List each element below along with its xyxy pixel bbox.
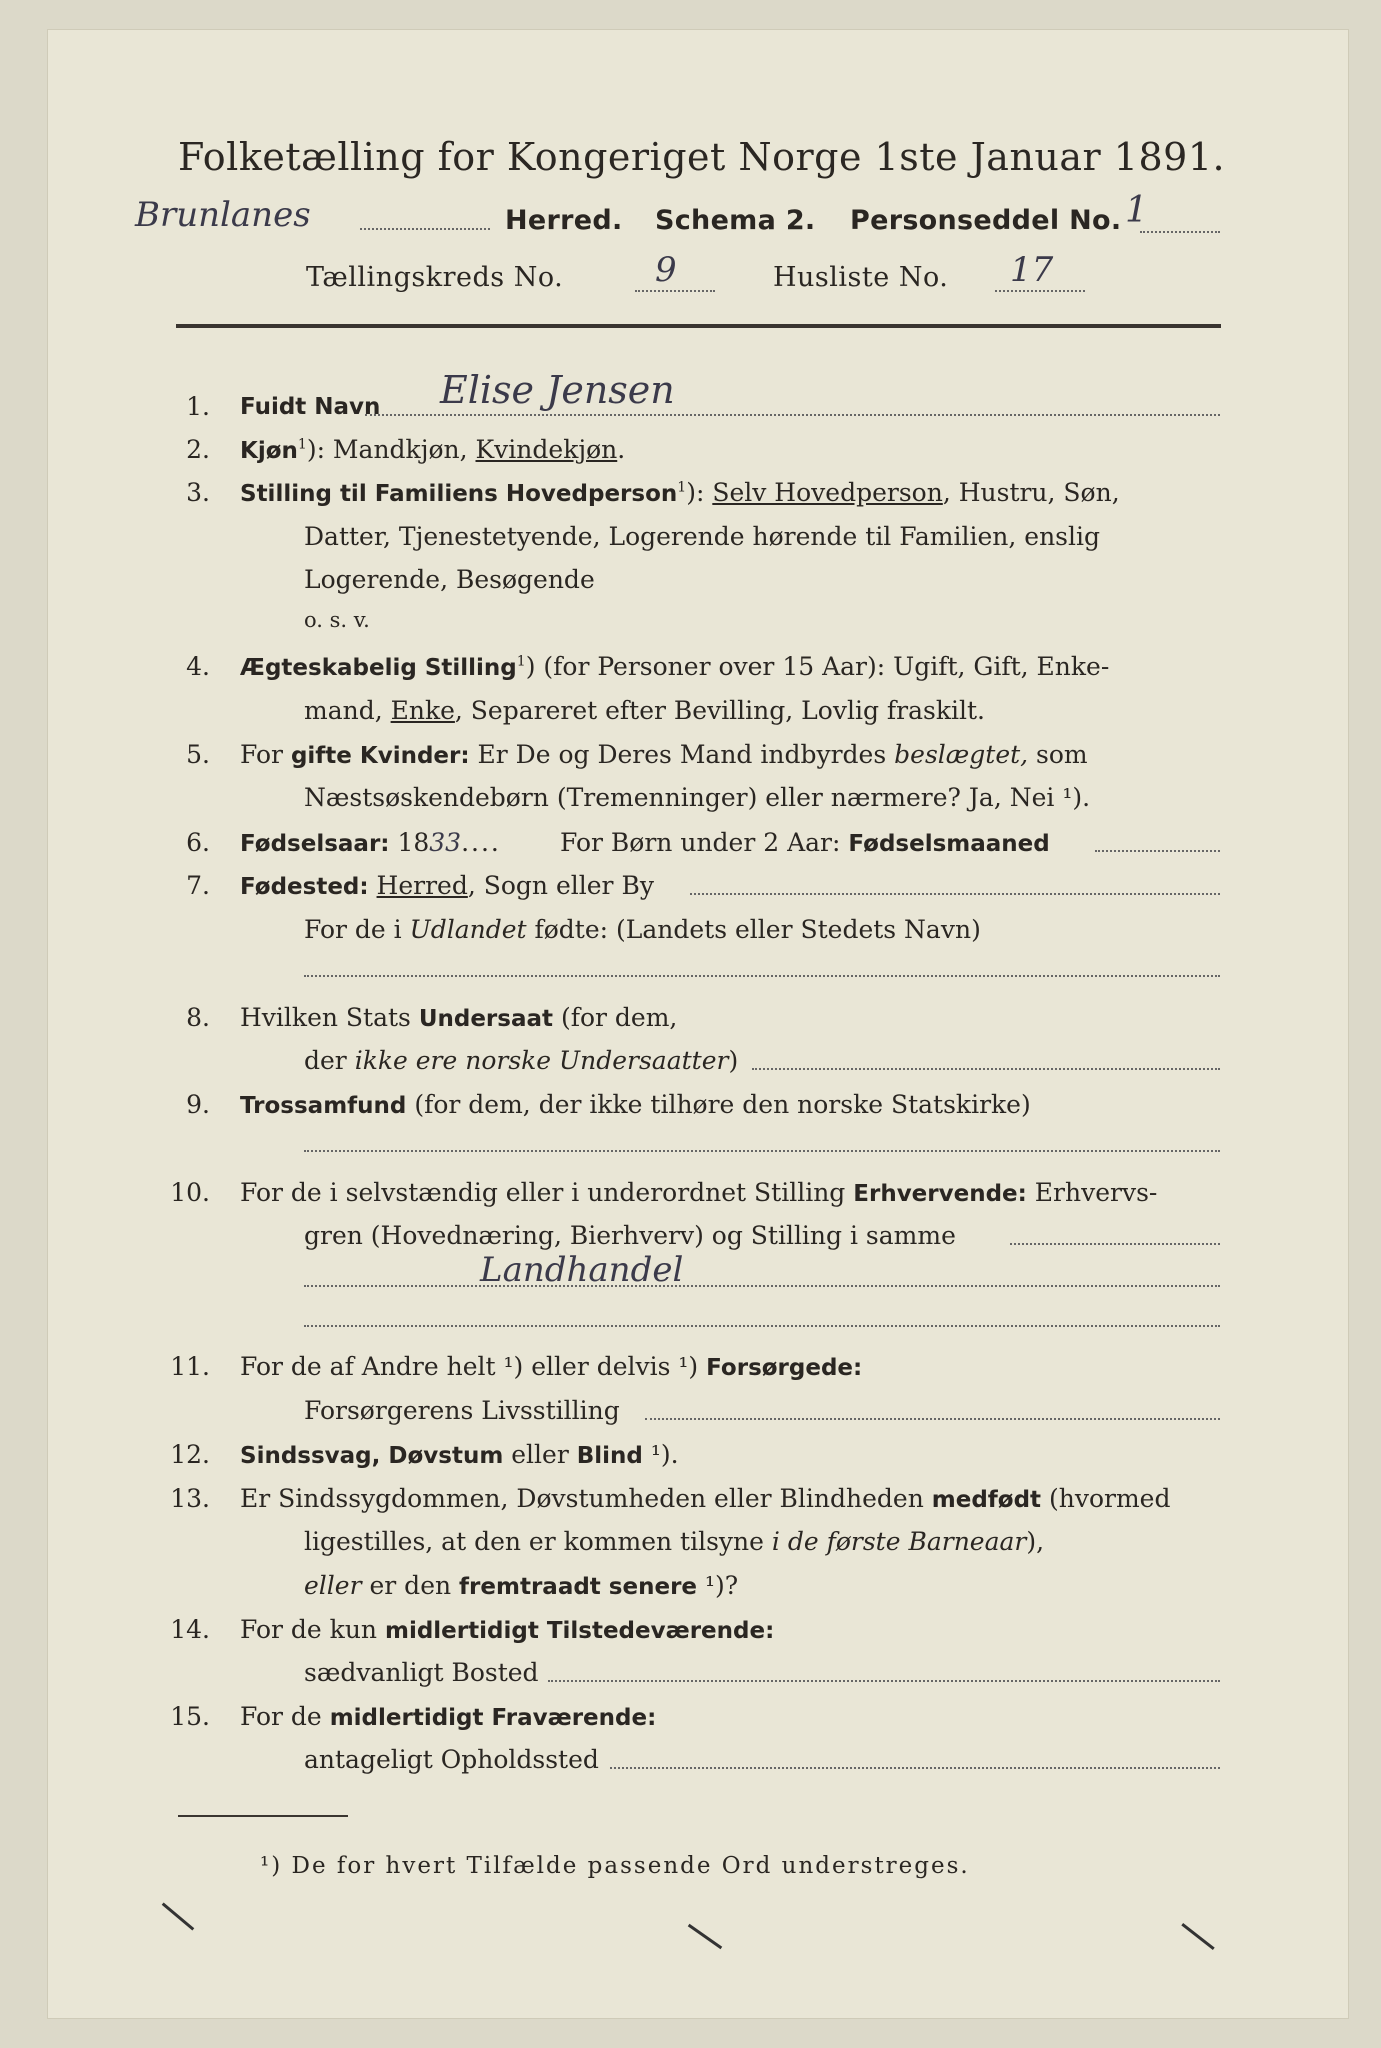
q4-line2-c: , Separeret efter Bevilling, Lovlig fraskilt.: [454, 696, 985, 725]
q11-label: Forsørgede:: [706, 1355, 863, 1381]
q10-line2: gren (Hovednæring, Bierhverv) og Stilling i samme: [304, 1221, 956, 1250]
q1-label: Fuidt Navn: [240, 394, 381, 420]
q6-number: 6.: [186, 828, 210, 857]
q5-line2: Næstsøskendebørn (Tremenninger) eller nærmere? Ja, Nei ¹).: [304, 783, 1091, 812]
q2-sup: 1: [297, 436, 307, 453]
q8-text-a: Hvilken Stats: [240, 1003, 419, 1032]
q13-line3-label: fremtraadt senere: [459, 1574, 698, 1600]
personseddel-dotline: [1140, 231, 1220, 233]
q7-line2: [304, 915, 981, 944]
q8-text-b: (for dem,: [553, 1003, 678, 1032]
q6-line-b: [560, 828, 1050, 857]
footnote-rule: [178, 1815, 348, 1817]
q10-dotline2: [304, 1285, 1220, 1287]
q10-text-a: For de i selvstændig eller i underordnet Stilling: [240, 1178, 854, 1207]
q12-line: [240, 1440, 679, 1469]
q11-text-a: For de af Andre helt ¹) eller delvis ¹): [240, 1352, 707, 1381]
q9-text: (for dem, der ikke tilhøre den norske Statskirke): [406, 1090, 1031, 1119]
q2-number: 2.: [186, 435, 210, 464]
q10-dotline3: [304, 1325, 1220, 1327]
q13-text-b: (hvormed: [1041, 1484, 1171, 1513]
q13-line2-b: ),: [1026, 1527, 1045, 1556]
q6-line: Fødselsaar: 1833....: [240, 828, 501, 857]
q7-text-c: , Sogn eller By: [467, 871, 654, 900]
q12-number: 12.: [170, 1440, 210, 1469]
q13-barneaar: i de første Barneaar: [771, 1527, 1027, 1556]
q15-line1: [240, 1702, 656, 1731]
q10-line1: [240, 1178, 1157, 1207]
q13-eller: eller: [304, 1571, 362, 1600]
q12-label: Sindssvag, Døvstum: [240, 1443, 504, 1469]
q7-line2-b: fødte: (Landets eller Stedets Navn): [526, 915, 981, 944]
herred-handwritten: Brunlanes: [135, 195, 311, 235]
q4-line1: [240, 652, 1109, 681]
q3-text-c: , Hustru, Søn,: [942, 478, 1120, 507]
q4-sup: 1: [516, 653, 526, 670]
q7-line2-a: For de i: [304, 915, 410, 944]
q3-line1: [240, 478, 1120, 507]
q4-line2-a: mand,: [304, 696, 391, 725]
q12-label2: Blind: [576, 1443, 643, 1469]
personseddel-label: Personseddel No.: [850, 205, 1122, 236]
q3-line4: o. s. v.: [304, 608, 370, 632]
q8-line2-a: der: [304, 1046, 355, 1075]
kreds-label: Tællingskreds No.: [306, 262, 564, 293]
q15-dotline: [610, 1767, 1220, 1769]
footnote: ¹) De for hvert Tilfælde passende Ord understreges.: [260, 1853, 970, 1879]
q6-label: Fødselsaar:: [240, 831, 390, 857]
q13-line3: [304, 1571, 738, 1600]
q4-number: 4.: [186, 652, 210, 681]
q3-line2: Datter, Tjenestetyende, Logerende hørende til Familien, enslig: [304, 522, 1101, 551]
q7-herred: Herred: [376, 871, 468, 900]
q6-value: 18: [397, 828, 430, 857]
q6-label2: Fødselsmaaned: [848, 831, 1050, 857]
kreds-dotline: [635, 290, 715, 292]
herred-dotline: [360, 228, 490, 230]
q2-text-c: .: [617, 435, 626, 464]
q9-number: 9.: [186, 1090, 210, 1119]
q5-text-b: Er De og Deres Mand indbyrdes: [469, 740, 895, 769]
q7-udlandet: Udlandet: [409, 915, 527, 944]
q8-label: Undersaat: [418, 1006, 553, 1032]
kreds-handwritten: 9: [655, 250, 677, 290]
q7-text-a: [369, 871, 377, 900]
q4-line2: [304, 696, 985, 725]
q5-text-a: For: [240, 740, 291, 769]
q8-number: 8.: [186, 1003, 210, 1032]
q7-number: 7.: [186, 871, 210, 900]
q15-number: 15.: [170, 1702, 210, 1731]
q15-text: For de: [240, 1702, 330, 1731]
q5-text-c: som: [1028, 740, 1088, 769]
q2-kvindekjon: Kvindekjøn: [475, 435, 618, 464]
q5-label: gifte Kvinder:: [290, 743, 470, 769]
q11-line2: Forsørgerens Livsstilling: [304, 1396, 620, 1425]
q13-line1: [240, 1484, 1170, 1513]
q14-number: 14.: [170, 1615, 210, 1644]
q5-line1: [240, 740, 1088, 769]
q14-label: midlertidigt Tilstedeværende:: [384, 1618, 775, 1644]
q8-line2: der ikke ere norske Undersaatter): [304, 1046, 739, 1075]
q7-label: Fødested:: [240, 874, 369, 900]
q2-label: Kjøn: [240, 438, 298, 464]
q5-number: 5.: [186, 740, 210, 769]
q8-ikke-norske: ikke ere norske Undersaatter: [354, 1046, 729, 1075]
q1-dotline: [365, 414, 1220, 416]
q3-selv-hovedperson: Selv Hovedperson: [712, 478, 943, 507]
q15-label: midlertidigt Fraværende:: [329, 1705, 657, 1731]
q3-label: Stilling til Familiens Hovedperson: [240, 481, 678, 507]
q2-line: [240, 435, 625, 464]
q4-text: ) (for Personer over 15 Aar): Ugift, Gift, Enke-: [525, 652, 1110, 681]
q4-label: Ægteskabelig Stilling: [240, 655, 517, 681]
q14-line2: sædvanligt Bosted: [304, 1658, 539, 1687]
q12-text-b: ¹).: [642, 1440, 679, 1469]
q13-text-a: Er Sindssygdommen, Døvstumheden eller Blindheden: [240, 1484, 932, 1513]
q14-line1: [240, 1615, 774, 1644]
husliste-dotline: [995, 290, 1085, 292]
q13-label: medfødt: [931, 1487, 1042, 1513]
q6-handwritten-year: 33: [429, 828, 462, 857]
q8-line1: [240, 1003, 677, 1032]
q10-label: Erhvervende:: [853, 1181, 1027, 1207]
q13-line3-a: er den: [361, 1571, 460, 1600]
husliste-label: Husliste No.: [773, 262, 949, 293]
q6-text: For Børn under 2 Aar:: [560, 828, 849, 857]
q13-line2-a: ligestilles, at den er kommen tilsyne: [304, 1527, 772, 1556]
q14-text: For de kun: [240, 1615, 385, 1644]
q6-dotline: [1095, 850, 1220, 852]
q11-dotline: [645, 1418, 1220, 1420]
q10-handwritten-occupation: Landhandel: [480, 1250, 684, 1290]
header-rule: [176, 324, 1221, 328]
q3-text-a: ):: [686, 478, 713, 507]
q1-number: 1.: [186, 392, 210, 421]
husliste-handwritten: 17: [1010, 250, 1054, 290]
q11-number: 11.: [170, 1352, 210, 1381]
q10-text-b: Erhvervs-: [1026, 1178, 1158, 1207]
q10-dotline1: [1010, 1243, 1220, 1245]
q13-number: 13.: [170, 1484, 210, 1513]
q9-answer-dotline: [304, 1150, 1220, 1152]
schema-label: Schema 2.: [655, 205, 816, 236]
personseddel-handwritten: 1: [1125, 190, 1148, 231]
q5-beslaegtet: beslægtet,: [894, 740, 1029, 769]
q14-dotline: [548, 1680, 1220, 1682]
form-title: Folketælling for Kongeriget Norge 1ste Januar 1891.: [178, 135, 1226, 179]
q15-line2: antageligt Opholdssted: [304, 1745, 599, 1774]
q3-number: 3.: [186, 478, 210, 507]
q8-dotline: [752, 1068, 1220, 1070]
herred-label: Herred.: [505, 205, 623, 236]
q7-line1: [240, 871, 654, 900]
q3-sup: 1: [677, 479, 687, 496]
q10-number: 10.: [170, 1178, 210, 1207]
q1-handwritten-name: Elise Jensen: [440, 368, 675, 412]
q13-line2: [304, 1527, 1044, 1556]
q9-label: Trossamfund: [240, 1093, 407, 1119]
q4-enke: Enke: [390, 696, 455, 725]
q11-line1: [240, 1352, 862, 1381]
q3-line3: Logerende, Besøgende: [304, 565, 595, 594]
q2-text-a: ): Mandkjøn,: [306, 435, 476, 464]
q7-dotline: [690, 893, 1220, 895]
q9-line: [240, 1090, 1031, 1119]
q12-text-a: eller: [503, 1440, 577, 1469]
q13-line3-b: ¹)?: [697, 1571, 739, 1600]
q7-answer-dotline: [304, 975, 1220, 977]
